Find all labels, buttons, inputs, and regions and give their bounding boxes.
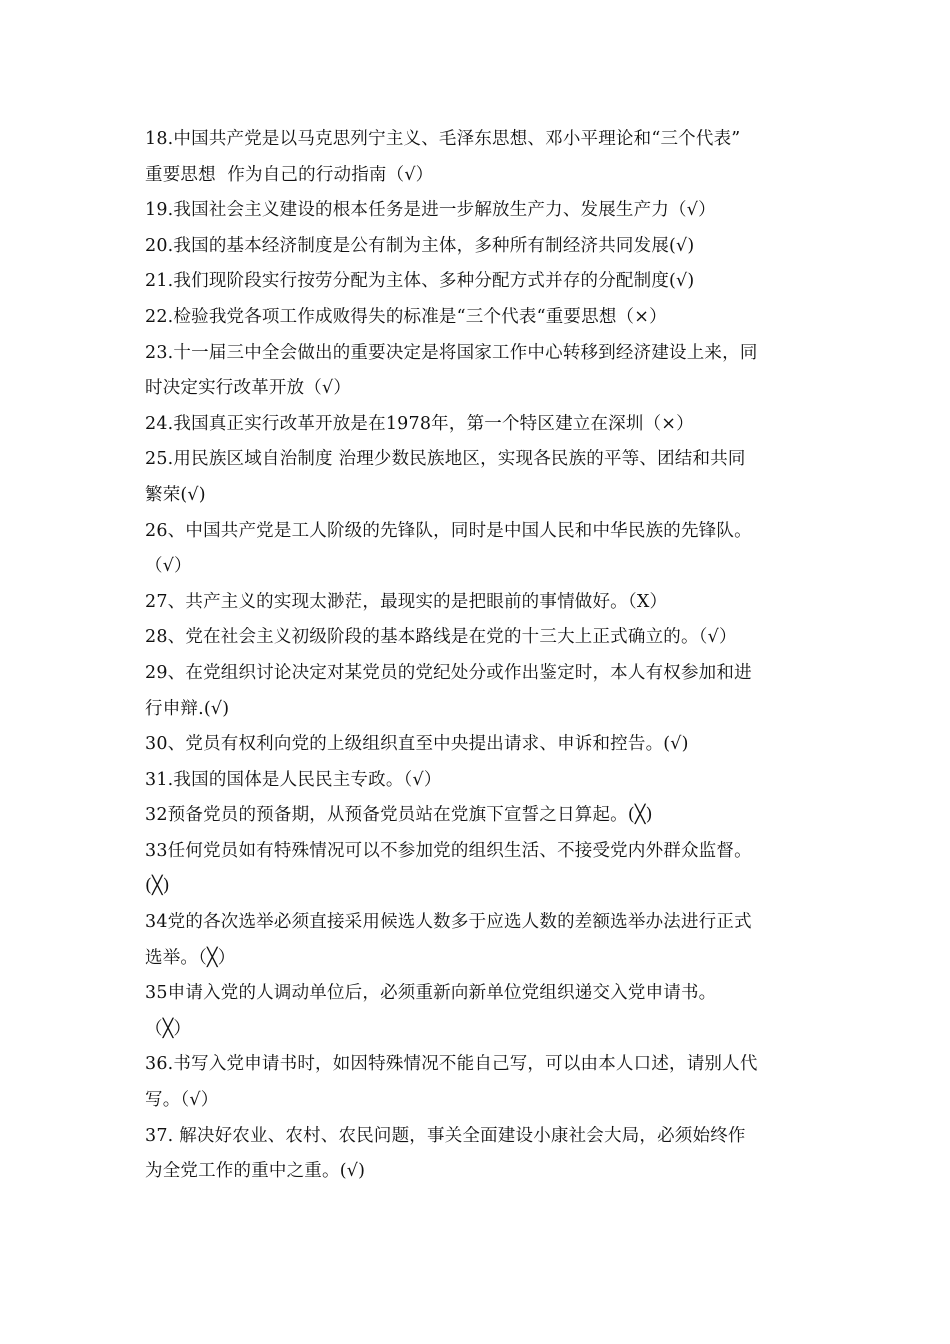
text-line: 写。（√） xyxy=(145,1090,219,1111)
text-line: 22.检验我党各项工作成败得失的标准是“三个代表“重要思想（×） xyxy=(145,306,667,327)
text-line: 23.十一届三中全会做出的重要决定是将国家工作中心转移到经济建设上来，同 xyxy=(145,342,758,363)
text-line: 30、党员有权利向党的上级组织直至中央提出请求、申诉和控告。(√) xyxy=(145,734,689,755)
text-line: 为全党工作的重中之重。(√) xyxy=(145,1161,366,1182)
text-line: （√） xyxy=(145,556,192,577)
text-line: 27、共产主义的实现太渺茫，最现实的是把眼前的事情做好。（X） xyxy=(145,591,668,612)
text-line: 21.我们现阶段实行按劳分配为主体、多种分配方式并存的分配制度(√) xyxy=(145,271,695,292)
text-line: 19.我国社会主义建设的根本任务是进一步解放生产力、发展生产力（√） xyxy=(145,200,716,221)
text-line: 33任何党员如有特殊情况可以不参加党的组织生活、不接受党内外群众监督。 xyxy=(145,840,752,861)
text-line: (╳) xyxy=(145,876,170,897)
text-line: 20.我国的基本经济制度是公有制为主体，多种所有制经济共同发展(√) xyxy=(145,235,695,256)
document-body xyxy=(145,122,815,1190)
text-line: 24.我国真正实行改革开放是在1978年，第一个特区建立在深圳（×） xyxy=(145,413,694,434)
text-line: 重要思想 作为自己的行动指南（√） xyxy=(145,164,434,185)
text-line: 31.我国的国体是人民民主专政。（√） xyxy=(145,769,442,790)
text-line: 行申辩.(√) xyxy=(145,698,230,719)
text-line: 28、党在社会主义初级阶段的基本路线是在党的十三大上正式确立的。（√） xyxy=(145,627,737,648)
text-line: 26、中国共产党是工人阶级的先锋队，同时是中国人民和中华民族的先锋队。 xyxy=(145,520,752,541)
text-line: 35申请入党的人调动单位后，必须重新向新单位党组织递交入党申请书。 xyxy=(145,983,717,1004)
text-line: （╳） xyxy=(145,1018,192,1039)
text-line: 选举。（╳） xyxy=(145,947,236,968)
text-line: 繁荣(√) xyxy=(145,484,206,505)
text-line: 时决定实行改革开放（√） xyxy=(145,378,352,399)
text-line: 34党的各次选举必须直接采用候选人数多于应选人数的差额选举办法进行正式 xyxy=(145,912,752,933)
text-line: 18.中国共产党是以马克思列宁主义、毛泽东思想、邓小平理论和“三个代表” xyxy=(145,129,741,149)
text-line: 29、在党组织讨论决定对某党员的党纪处分或作出鉴定时，本人有权参加和进 xyxy=(145,662,752,683)
text-line: 32预备党员的预备期，从预备党员站在党旗下宣誓之日算起。(╳) xyxy=(145,805,653,826)
text-line: 37. 解决好农业、农村、农民问题，事关全面建设小康社会大局，必须始终作 xyxy=(145,1125,746,1146)
text-line: 25.用民族区域自治制度 治理少数民族地区，实现各民族的平等、团结和共同 xyxy=(145,449,746,470)
text-line: 36.书写入党申请书时，如因特殊情况不能自己写，可以由本人口述，请别人代 xyxy=(145,1054,758,1075)
